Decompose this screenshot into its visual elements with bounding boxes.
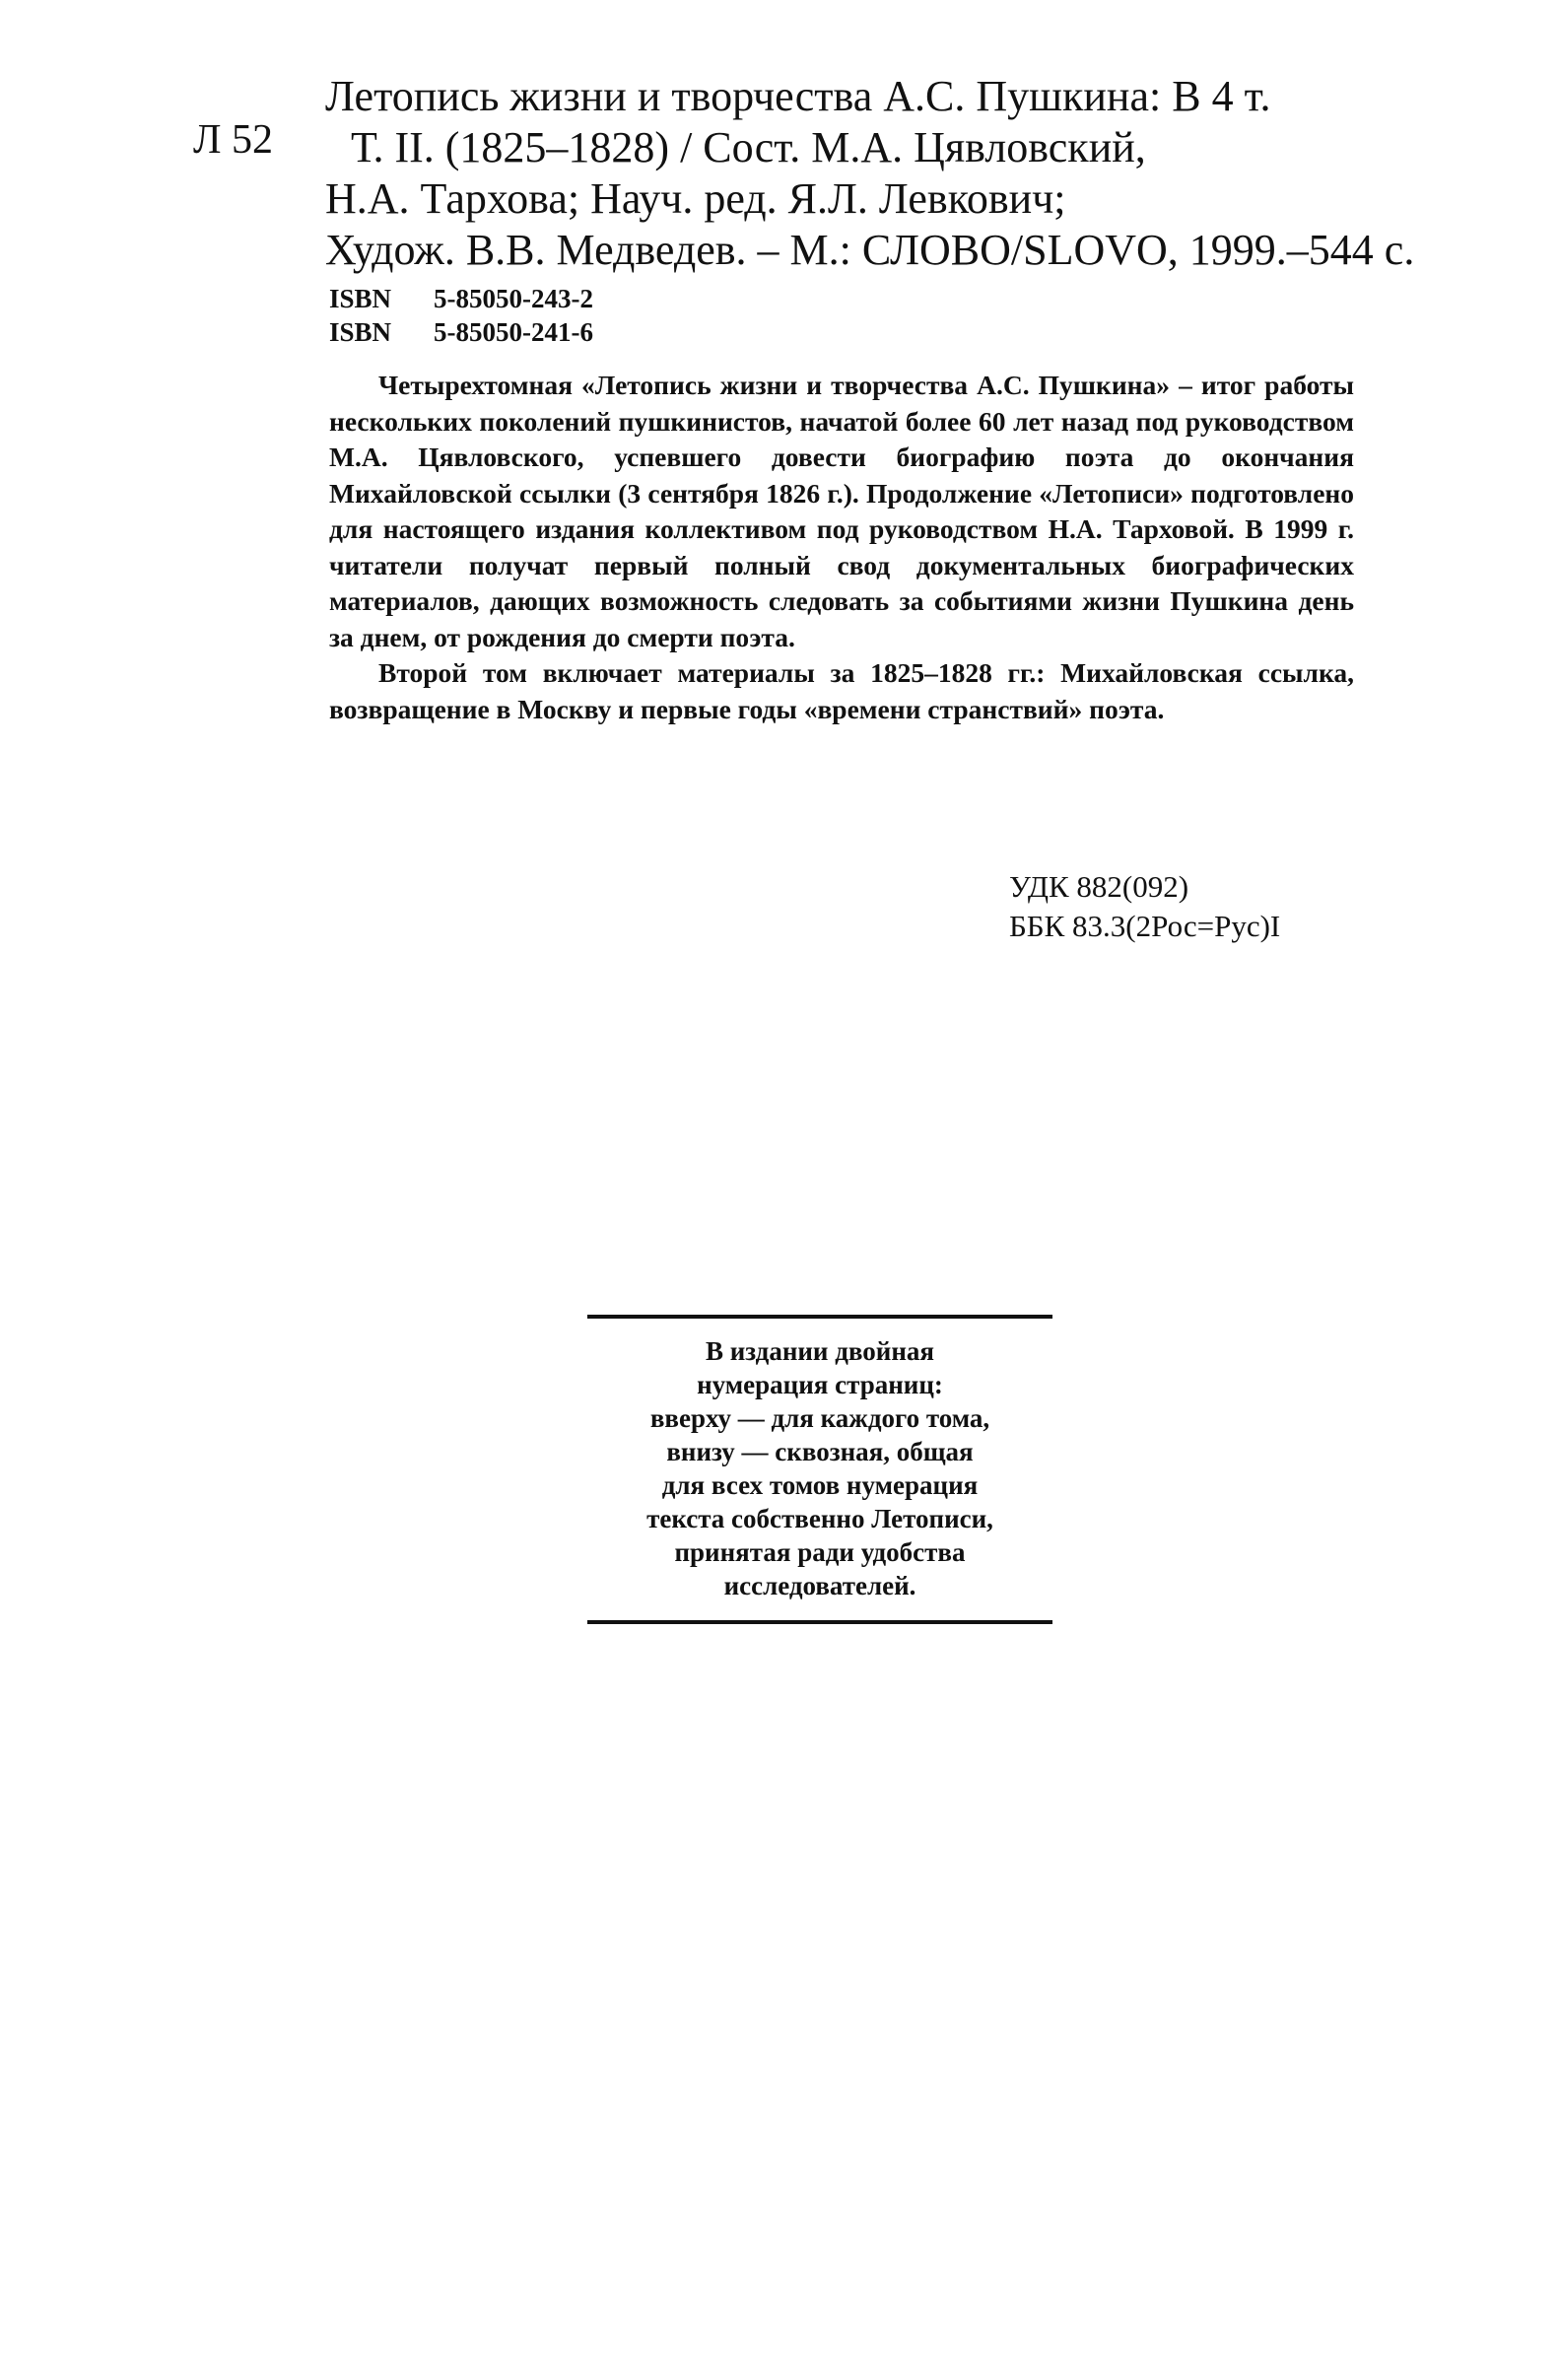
- annotation-paragraph-2: Второй том включает материалы за 1825–1828 гг.: Михайловская ссылка, возвращение в Москву и первые годы «времени странствий» поэта.: [329, 657, 1354, 724]
- library-cipher: Л 52: [193, 117, 273, 163]
- notice-line: исследователей.: [723, 1571, 916, 1600]
- notice-line: нумерация страниц:: [697, 1370, 943, 1399]
- notice-line: для всех томов нумерация: [661, 1470, 979, 1500]
- isbn-row: [329, 282, 593, 315]
- biblio-line-publisher: Худож. В.В. Медведев. – М.: СЛОВО/SLOVO, 1999.–544 с.: [325, 226, 1415, 274]
- isbn-label: ISBN: [329, 317, 392, 347]
- notice-line: внизу — сквозная, общая: [666, 1437, 974, 1466]
- isbn-row: [329, 315, 593, 349]
- isbn-value: 5-85050-243-2: [434, 284, 593, 313]
- isbn-label: ISBN: [329, 284, 392, 313]
- classification-codes: [1009, 867, 1280, 946]
- pagination-notice-box: [587, 1315, 1052, 1624]
- annotation-paragraph-1: Четырехтомная «Летопись жизни и творчества А.С. Пушкина» – итог работы нескольких поколений пушкинистов, начатой более 60 лет назад под руководством М.А. Цявловского, успевшего довести биографию поэта до окончания Михайловской ссылки (3 сентября 1826 г.). Продолжение «Летописи» подготовлено для настоящего издания коллективом под руководством Н.А. Тарховой. В 1999 г. читатели получат первый полный свод документальных биографических материалов, дающих возможность следовать за событиями жизни Пушкина день за днем, от рождения до смерти поэта.: [329, 370, 1354, 652]
- bibliographic-record: [325, 71, 1488, 276]
- udk-code: УДК 882(092): [1009, 869, 1189, 904]
- isbn-block: [329, 282, 593, 349]
- bbk-code: ББК 83.3(2Рос=Рус)I: [1009, 909, 1281, 943]
- annotation: [329, 368, 1354, 727]
- notice-line: принятая ради удобства: [674, 1537, 966, 1567]
- biblio-line-volume: Т. II. (1825–1828) / Сост. М.А. Цявловский,: [351, 123, 1146, 171]
- isbn-value: 5-85050-241-6: [434, 317, 593, 347]
- biblio-line-editors: Н.А. Тархова; Науч. ред. Я.Л. Левкович;: [325, 174, 1066, 223]
- notice-line: текста собственно Летописи,: [646, 1504, 993, 1533]
- notice-line: вверху — для каждого тома,: [649, 1403, 990, 1433]
- biblio-line-title: Летопись жизни и творчества А.С. Пушкина: В 4 т.: [325, 72, 1271, 120]
- notice-line: В издании двойная: [705, 1336, 935, 1366]
